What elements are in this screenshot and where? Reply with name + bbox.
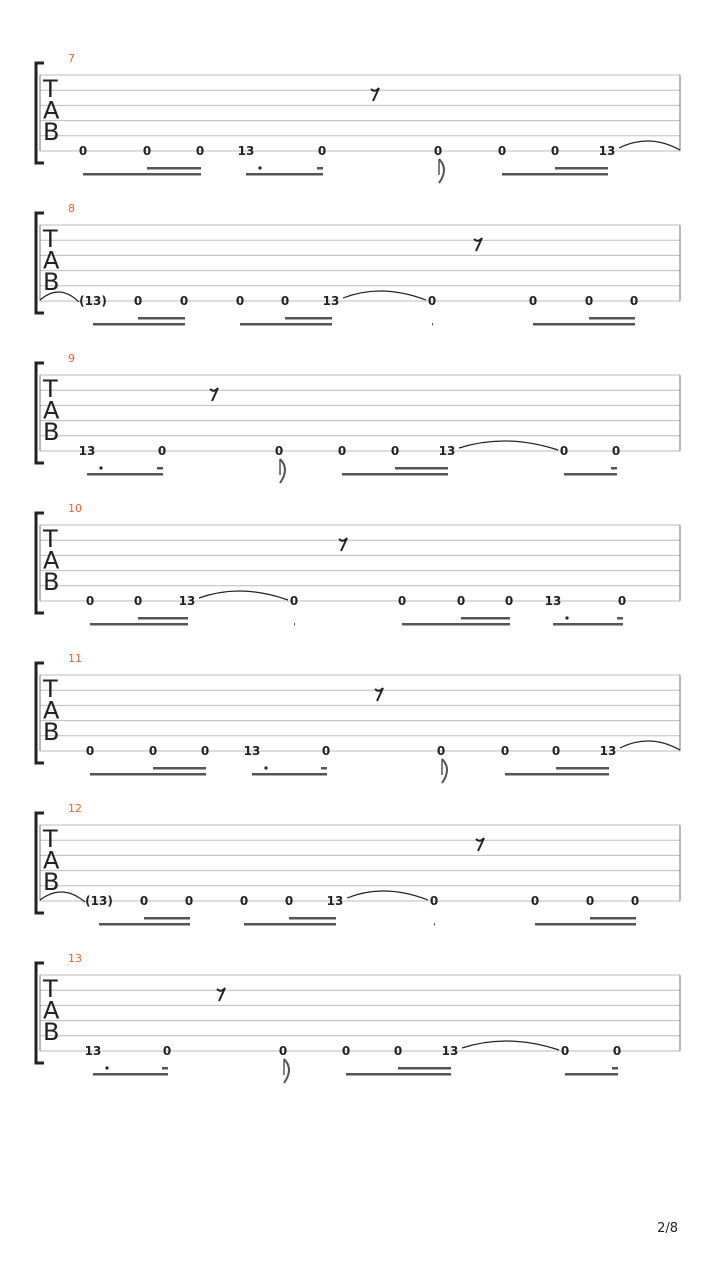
beam [83, 173, 201, 176]
measure-number: 12 [68, 802, 82, 815]
fret-number: 13 [326, 894, 344, 908]
fret-number: 0 [429, 894, 439, 908]
fret-number: 0 [78, 144, 88, 158]
fret-number: 0 [280, 294, 290, 308]
fret-number: 13 [438, 444, 456, 458]
fret-number: 0 [550, 144, 560, 158]
fret-number: 0 [559, 444, 569, 458]
fret-number: 0 [611, 444, 621, 458]
tab-clef-letter: T [43, 675, 58, 703]
fret-number: 13 [78, 444, 96, 458]
fret-number: 0 [337, 444, 347, 458]
secondary-beam [153, 767, 206, 770]
fret-number: 0 [397, 594, 407, 608]
secondary-beam [398, 1067, 451, 1070]
fret-number: 0 [284, 894, 294, 908]
fret-number: 13 [599, 744, 617, 758]
fret-number: 0 [585, 894, 595, 908]
fret-number: 0 [617, 594, 627, 608]
fret-number: 0 [200, 744, 210, 758]
tab-system [36, 952, 680, 1083]
tab-system [36, 502, 680, 626]
eighth-rest-shape [371, 88, 379, 101]
tab-clef-letter: B [43, 568, 60, 596]
secondary-beam-stub [157, 467, 163, 470]
tab-system [36, 202, 680, 326]
eighth-rest-shape [375, 688, 383, 701]
beam [240, 323, 332, 326]
tab-clef-letter: B [43, 418, 60, 446]
secondary-beam [138, 317, 185, 320]
fret-number: 13 [237, 144, 255, 158]
fret-number: (13) [85, 894, 113, 908]
measure-number: 9 [68, 352, 75, 365]
tab-clef-letter: T [43, 225, 58, 253]
page-number: 2/8 [657, 1221, 678, 1236]
beam [93, 323, 185, 326]
measure-number: 10 [68, 502, 82, 515]
fret-number: 0 [239, 894, 249, 908]
secondary-beam-stub [612, 1067, 618, 1070]
beam [90, 623, 188, 626]
fret-number: 13 [178, 594, 196, 608]
tab-clef-letter: T [43, 75, 58, 103]
tie-arc [620, 741, 680, 750]
measure-number: 8 [68, 202, 75, 215]
secondary-beam [289, 917, 336, 920]
secondary-beam [138, 617, 188, 620]
fret-number: 13 [441, 1044, 459, 1058]
beam [502, 173, 608, 176]
tab-clef-letter: B [43, 268, 60, 296]
tab-clef-letter: B [43, 718, 60, 746]
tab-system [36, 802, 680, 926]
fret-number: 0 [612, 1044, 622, 1058]
tie-arc [343, 291, 426, 300]
fret-number: 0 [497, 144, 507, 158]
fret-number: 0 [528, 294, 538, 308]
fret-number: 0 [278, 1044, 288, 1058]
eighth-rest-shape [476, 838, 484, 851]
fret-number: 0 [551, 744, 561, 758]
eighth-rest-shape [474, 238, 482, 251]
dotted-note-dot [258, 166, 261, 169]
fret-number: 0 [436, 744, 446, 758]
fret-number: 0 [148, 744, 158, 758]
beam [252, 773, 327, 776]
fret-number: 0 [133, 294, 143, 308]
beam [535, 923, 636, 926]
tie-arc [459, 441, 558, 450]
beam [294, 623, 295, 626]
tab-clef-letter: B [43, 118, 60, 146]
secondary-beam-stub [162, 1067, 168, 1070]
fret-number: 0 [427, 294, 437, 308]
tie-arc [347, 891, 428, 900]
tie-arc [199, 591, 288, 600]
fret-number: 0 [85, 594, 95, 608]
secondary-beam [285, 317, 332, 320]
fret-number: 0 [341, 1044, 351, 1058]
fret-number: 0 [85, 744, 95, 758]
eighth-rest-shape [217, 988, 225, 1001]
fret-number: 0 [235, 294, 245, 308]
secondary-beam-stub [317, 167, 323, 170]
fret-number: 0 [162, 1044, 172, 1058]
tab-clef-letter: A [43, 996, 60, 1025]
secondary-beam [147, 167, 201, 170]
secondary-beam-stub [321, 767, 327, 770]
tab-clef-letter: A [43, 396, 60, 425]
fret-number: 0 [133, 594, 143, 608]
fret-number: 13 [544, 594, 562, 608]
beam [402, 623, 510, 626]
fret-number: 0 [629, 294, 639, 308]
beam [87, 473, 163, 476]
measure-number: 11 [68, 652, 82, 665]
fret-number: 0 [456, 594, 466, 608]
beam [90, 773, 206, 776]
fret-number: 13 [243, 744, 261, 758]
tab-clef-letter: A [43, 546, 60, 575]
fret-number: 0 [139, 894, 149, 908]
fret-number: 0 [184, 894, 194, 908]
beam [99, 923, 190, 926]
tab-system [36, 652, 680, 783]
fret-number: 0 [390, 444, 400, 458]
fret-number: 0 [179, 294, 189, 308]
fret-number: 0 [560, 1044, 570, 1058]
tab-system [36, 52, 680, 183]
fret-number: 0 [157, 444, 167, 458]
tab-clef-letter: A [43, 246, 60, 275]
fret-number: 0 [584, 294, 594, 308]
beam [432, 323, 433, 326]
tie-arc [462, 1041, 559, 1050]
tab-clef-letter: T [43, 975, 58, 1003]
secondary-beam [555, 167, 608, 170]
fret-number: 0 [530, 894, 540, 908]
eighth-rest-shape [339, 538, 347, 551]
fret-number: (13) [79, 294, 107, 308]
tab-clef-letter: A [43, 696, 60, 725]
fret-number: 0 [630, 894, 640, 908]
secondary-beam [556, 767, 609, 770]
beam [505, 773, 609, 776]
fret-number: 0 [433, 144, 443, 158]
secondary-beam-stub [617, 617, 623, 620]
fret-number: 13 [598, 144, 616, 158]
measure-number: 13 [68, 952, 82, 965]
secondary-beam [589, 317, 635, 320]
fret-number: 0 [289, 594, 299, 608]
measure-number: 7 [68, 52, 75, 65]
tab-clef-letter: A [43, 96, 60, 125]
fret-number: 0 [274, 444, 284, 458]
fret-number: 0 [195, 144, 205, 158]
beam [346, 1073, 451, 1076]
tab-clef-letter: T [43, 825, 58, 853]
dotted-note-dot [565, 616, 568, 619]
tab-clef-letter: T [43, 525, 58, 553]
dotted-note-dot [264, 766, 267, 769]
beam [244, 923, 336, 926]
fret-number: 0 [504, 594, 514, 608]
fret-number: 13 [322, 294, 340, 308]
beam [565, 1073, 618, 1076]
fret-number: 0 [142, 144, 152, 158]
fret-number: 0 [321, 744, 331, 758]
tab-system [36, 352, 680, 483]
dotted-note-dot [105, 1066, 108, 1069]
beam [246, 173, 323, 176]
tab-clef-letter: A [43, 846, 60, 875]
beam [342, 473, 448, 476]
beam [553, 623, 623, 626]
secondary-beam [461, 617, 510, 620]
fret-number: 0 [500, 744, 510, 758]
eighth-rest-shape [210, 388, 218, 401]
fret-number: 0 [317, 144, 327, 158]
tab-clef-letter: T [43, 375, 58, 403]
beam [564, 473, 617, 476]
fret-number: 13 [84, 1044, 102, 1058]
tie-arc [619, 141, 680, 150]
beam [434, 923, 435, 926]
beam [93, 1073, 168, 1076]
secondary-beam-stub [611, 467, 617, 470]
fret-number: 0 [393, 1044, 403, 1058]
secondary-beam [144, 917, 190, 920]
tab-clef-letter: B [43, 868, 60, 896]
secondary-beam [395, 467, 448, 470]
tab-clef-letter: B [43, 1018, 60, 1046]
beam [533, 323, 635, 326]
secondary-beam [590, 917, 636, 920]
dotted-note-dot [99, 466, 102, 469]
